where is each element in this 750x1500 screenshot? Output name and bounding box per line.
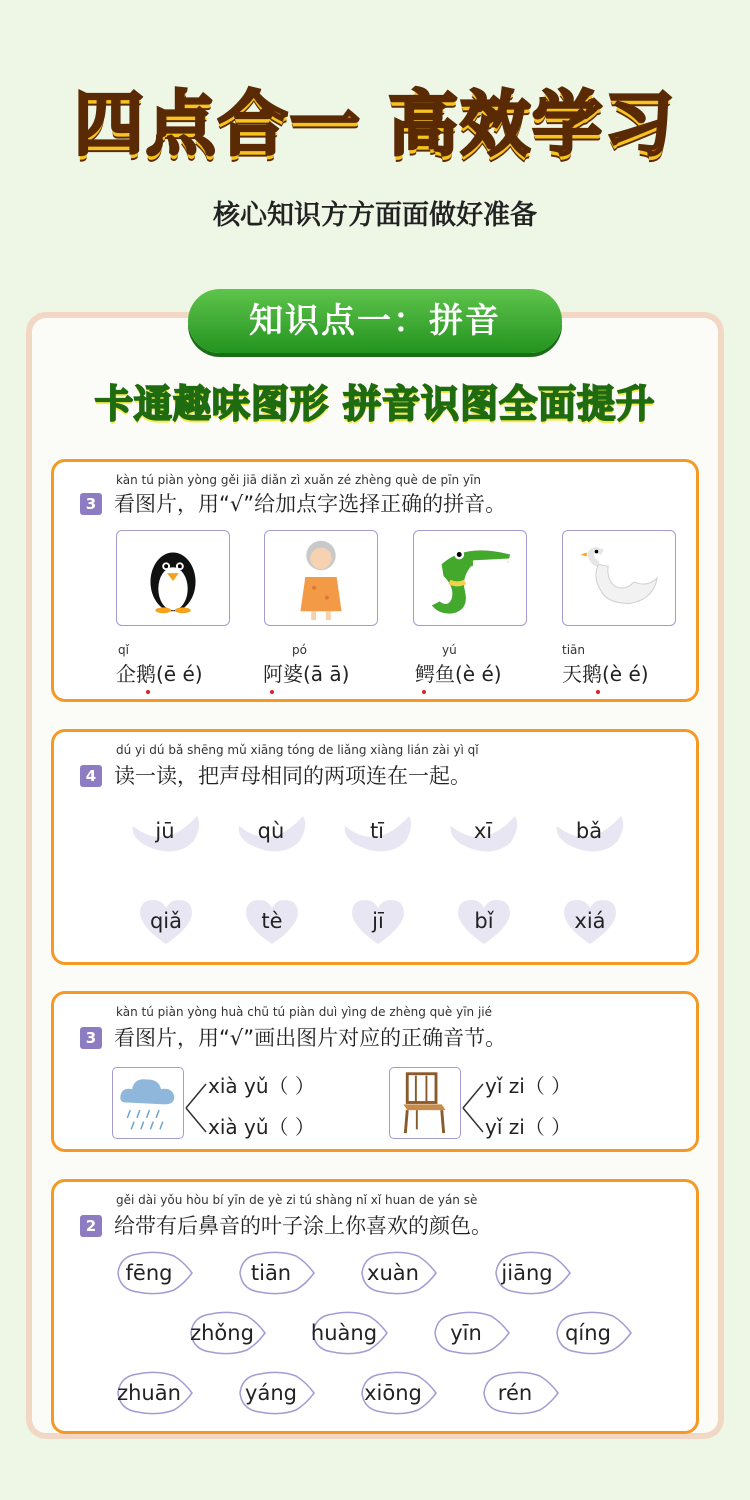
leaf-bubble[interactable] — [234, 1250, 316, 1296]
leaf-label: yīn — [450, 1321, 482, 1345]
card-3-pinyin: kàn tú piàn yòng huà chū tú piàn duì yìng de zhèng què yīn jié — [116, 1005, 493, 1019]
banana-bubble[interactable] — [341, 808, 413, 854]
swan-picture — [562, 530, 676, 626]
card-4-question — [80, 1210, 492, 1240]
penguin-picture — [116, 530, 230, 626]
banana-label: bǎ — [575, 819, 603, 843]
card-4-pinyin: gěi dài yǒu hòu bí yīn de yè zi tú shàng nǐ xǐ huan de yán sè — [116, 1193, 478, 1207]
emphasis-dot — [146, 690, 150, 694]
choice-bracket — [461, 1078, 487, 1138]
leaf-bubble[interactable] — [307, 1310, 389, 1356]
hero-title: 四点合一 高效学习 — [73, 83, 677, 165]
rain-picture — [112, 1067, 184, 1139]
grandmother-picture — [264, 530, 378, 626]
card-2-pinyin: dú yi dú bǎ shēng mǔ xiāng tóng de liǎng xiàng lián zài yì qǐ — [116, 743, 479, 757]
section-banner: 卡通趣味图形 拼音识图全面提升 — [94, 382, 656, 426]
card-3-question-text: 看图片，用“√”画出图片对应的正确音节。 — [114, 1026, 507, 1050]
heart-bubble[interactable] — [136, 896, 196, 946]
crocodile-picture — [413, 530, 527, 626]
exercise-card-1 — [51, 459, 699, 702]
heart-bubble[interactable] — [348, 896, 408, 946]
leaf-bubble[interactable] — [112, 1250, 194, 1296]
banana-bubble[interactable] — [129, 808, 201, 854]
leaf-bubble[interactable] — [429, 1310, 511, 1356]
leaf-label: fēng — [125, 1261, 173, 1285]
emphasis-dot — [270, 690, 274, 694]
leaf-label: jiāng — [501, 1261, 553, 1285]
card-1-question-text: 看图片，用“√”给加点字选择正确的拼音。 — [114, 492, 507, 516]
leaf-bubble[interactable] — [356, 1250, 438, 1296]
chair-picture — [389, 1067, 461, 1139]
chair-icon — [390, 1068, 459, 1137]
exercise-card-2 — [51, 729, 699, 965]
heart-label: tè — [261, 909, 283, 933]
banana-label: jū — [155, 819, 175, 843]
chair-answer-2[interactable]: yǐ zi（ ） — [485, 1115, 572, 1139]
card-4-number: 2 — [80, 1215, 102, 1237]
emphasis-dot — [596, 690, 600, 694]
card-1-pinyin: kàn tú piàn yòng gěi jiā diǎn zì xuǎn zé zhèng què de pīn yīn — [116, 473, 481, 487]
leaf-label: tiān — [250, 1261, 292, 1285]
rain-cloud-icon — [113, 1068, 182, 1137]
banana-bubble[interactable] — [235, 808, 307, 854]
card-2-question-text: 读一读，把声母相同的两项连在一起。 — [114, 764, 471, 788]
banana-label: xī — [473, 819, 493, 843]
leaf-bubble[interactable] — [234, 1370, 316, 1416]
hero-subtitle: 核心知识方方面面做好准备 — [213, 200, 537, 231]
heart-label: jī — [372, 909, 384, 933]
section-pill: 知识点一：拼音 — [188, 289, 562, 353]
card-4-question-text: 给带有后鼻音的叶子涂上你喜欢的颜色。 — [114, 1214, 492, 1238]
leaf-bubble[interactable] — [551, 1310, 633, 1356]
card-1-option-4[interactable]: 天鹅(è é) — [562, 662, 649, 686]
leaf-label: yáng — [245, 1381, 297, 1405]
banana-bubble[interactable] — [447, 808, 519, 854]
rain-answer-1[interactable]: xià yǔ（ ） — [208, 1074, 315, 1098]
card-1-option-3[interactable]: 鳄鱼(è é) — [415, 662, 502, 686]
leaf-bubble[interactable] — [490, 1250, 572, 1296]
leaf-label: xiōng — [364, 1381, 422, 1405]
card-1-option-4-pinyin: tiān — [562, 643, 585, 657]
leaf-bubble[interactable] — [112, 1370, 194, 1416]
card-1-option-2[interactable]: 阿婆(ā ā) — [263, 662, 350, 686]
card-3-number: 3 — [80, 1027, 102, 1049]
card-1-option-1-pinyin: qǐ — [118, 643, 129, 657]
card-3-question — [80, 1022, 506, 1052]
banana-label: qù — [257, 819, 285, 843]
leaf-bubble[interactable] — [478, 1370, 560, 1416]
heart-label: qiǎ — [149, 909, 183, 933]
leaf-label: zhǒng — [190, 1321, 254, 1345]
swan-icon — [563, 531, 675, 625]
exercise-card-4 — [51, 1179, 699, 1434]
card-2-number: 4 — [80, 765, 102, 787]
card-1-question — [80, 488, 506, 518]
heart-bubble[interactable] — [454, 896, 514, 946]
grandmother-icon — [265, 531, 377, 625]
banana-label: tī — [369, 819, 385, 843]
leaf-label: xuàn — [367, 1261, 419, 1285]
leaf-bubble[interactable] — [356, 1370, 438, 1416]
crocodile-icon — [414, 531, 526, 625]
card-1-option-3-pinyin: yú — [442, 643, 457, 657]
banana-bubble[interactable] — [553, 808, 625, 854]
hero-title-wrap — [0, 68, 750, 169]
heart-bubble[interactable] — [560, 896, 620, 946]
leaf-label: qíng — [565, 1321, 611, 1345]
leaf-label: rén — [497, 1381, 533, 1405]
chair-answer-1[interactable]: yǐ zi（ ） — [485, 1074, 572, 1098]
penguin-icon — [117, 531, 229, 625]
exercise-card-3 — [51, 991, 699, 1152]
rain-answer-2[interactable]: xià yǔ（ ） — [208, 1115, 315, 1139]
heart-bubble[interactable] — [242, 896, 302, 946]
card-1-option-1[interactable]: 企鹅(ē é) — [116, 662, 203, 686]
emphasis-dot — [422, 690, 426, 694]
choice-bracket — [184, 1078, 210, 1138]
leaf-label: zhuān — [117, 1381, 181, 1405]
card-1-option-2-pinyin: pó — [292, 643, 307, 657]
leaf-bubble[interactable] — [185, 1310, 267, 1356]
card-1-number: 3 — [80, 493, 102, 515]
leaf-label: huàng — [310, 1321, 378, 1345]
heart-label: bǐ — [474, 909, 494, 933]
card-2-question — [80, 760, 471, 790]
heart-label: xiá — [574, 909, 606, 933]
